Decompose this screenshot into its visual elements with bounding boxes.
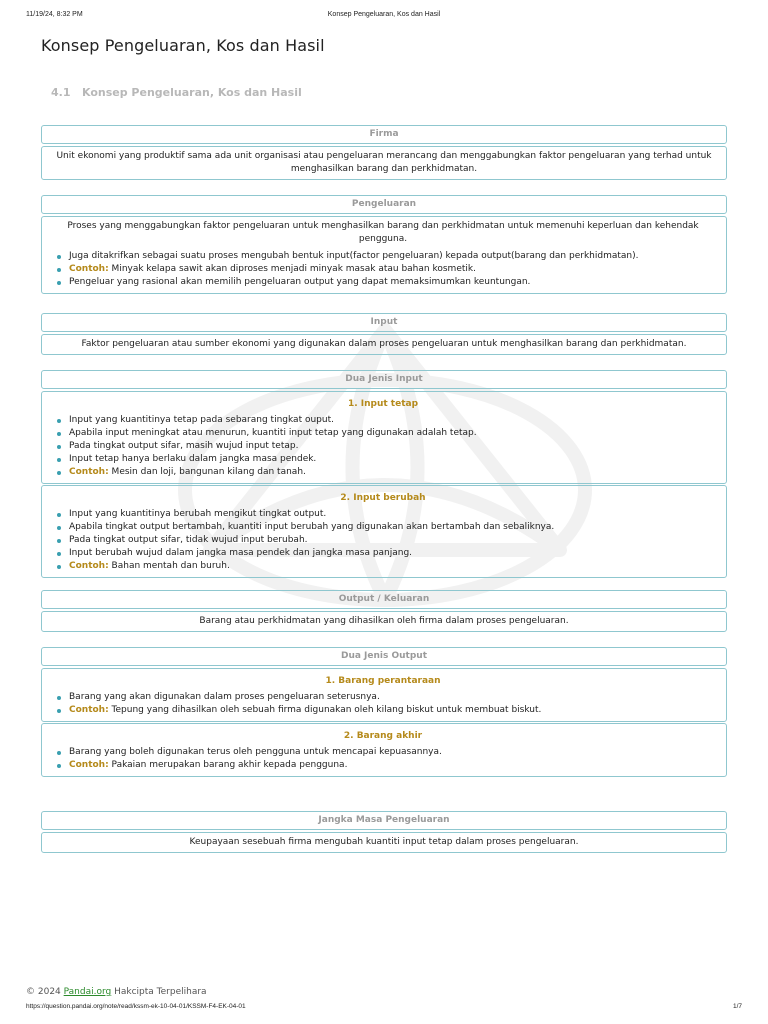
brand-link[interactable]: Pandai.org [63, 987, 112, 997]
contoh-label: Contoh: [69, 760, 109, 770]
list-item: Apabila input meningkat atau menurun, kuantiti input tetap yang digunakan adalah tetap. [54, 427, 720, 440]
page-title: Konsep Pengeluaran, Kos dan Hasil [41, 36, 325, 55]
firma-card [41, 125, 727, 180]
contoh-text: Mesin dan loji, bangunan kilang dan tanah. [108, 467, 306, 477]
contoh-label: Contoh: [69, 561, 109, 571]
pengeluaran-card [41, 195, 727, 294]
dua-jenis-input-card [41, 370, 727, 578]
pengeluaran-definition: Proses yang menggabungkan faktor pengeluaran untuk menghasilkan barang dan perkhidmatan untuk memenuhi keperluan dan kehendak pengguna. [67, 221, 699, 244]
pengeluaran-body [41, 216, 727, 294]
barang-akhir-list [46, 746, 720, 772]
input-definition: Faktor pengeluaran atau sumber ekonomi yang digunakan dalam proses pengeluaran untuk menghasilkan barang dan perkhidmatan. [41, 334, 727, 355]
dua-jenis-output-heading: Dua Jenis Output [41, 647, 727, 666]
barang-perantaraan-title: 1. Barang perantaraan [325, 676, 441, 686]
input-berubah-list [46, 508, 720, 573]
input-heading: Input [41, 313, 727, 332]
barang-perantaraan-panel [41, 668, 727, 722]
list-item: Input berubah wujud dalam jangka masa pendek dan jangka masa panjang. [54, 547, 720, 560]
input-tetap-panel [41, 391, 727, 484]
dua-jenis-output-card [41, 647, 727, 777]
contoh-label: Contoh: [69, 467, 109, 477]
print-datetime: 11/19/24, 8:32 PM [26, 11, 83, 18]
list-item: Apabila tingkat output bertambah, kuantiti input berubah yang digunakan akan bertambah dan sebaliknya. [54, 521, 720, 534]
section-heading [51, 86, 302, 99]
barang-akhir-title: 2. Barang akhir [343, 731, 423, 741]
print-title: Konsep Pengeluaran, Kos dan Hasil [327, 11, 441, 18]
copyright-prefix: © 2024 [26, 987, 64, 997]
input-tetap-list [46, 414, 720, 479]
list-item: Juga ditakrifkan sebagai suatu proses mengubah bentuk input(factor pengeluaran) kepada output(barang dan perkhidmatan). [54, 250, 720, 263]
barang-akhir-panel [41, 723, 727, 777]
output-heading: Output / Keluaran [41, 590, 727, 609]
list-item [54, 759, 720, 772]
list-item [54, 560, 720, 573]
input-berubah-panel [41, 485, 727, 578]
contoh-text: Minyak kelapa sawit akan diproses menjadi minyak masak atau bahan kosmetik. [108, 264, 476, 274]
list-item: Input yang kuantitinya berubah mengikut tingkat output. [54, 508, 720, 521]
list-item: Input tetap hanya berlaku dalam jangka masa pendek. [54, 453, 720, 466]
list-item: Pada tingkat output sifar, tidak wujud input berubah. [54, 534, 720, 547]
print-header [26, 11, 742, 23]
input-card [41, 313, 727, 355]
list-item: Barang yang boleh digunakan terus oleh pengguna untuk mencapai kepuasannya. [54, 746, 720, 759]
section-number: 4.1 [51, 86, 71, 99]
contoh-label: Contoh: [69, 705, 109, 715]
pengeluaran-heading: Pengeluaran [41, 195, 727, 214]
pengeluaran-list [46, 250, 720, 289]
list-item [54, 466, 720, 479]
page-number: 1/7 [732, 1003, 742, 1010]
output-definition: Barang atau perkhidmatan yang dihasilkan oleh firma dalam proses pengeluaran. [41, 611, 727, 632]
list-item: Pengeluar yang rasional akan memilih pengeluaran output yang dapat memaksimumkan keuntungan. [54, 276, 720, 289]
list-item: Input yang kuantitinya tetap pada sebarang tingkat ouput. [54, 414, 720, 427]
output-card [41, 590, 727, 632]
list-item [54, 263, 720, 276]
list-item [54, 704, 720, 717]
contoh-text: Bahan mentah dan buruh. [108, 561, 230, 571]
input-berubah-title: 2. Input berubah [340, 493, 426, 503]
jangka-masa-card [41, 811, 727, 853]
firma-definition: Unit ekonomi yang produktif sama ada unit organisasi atau pengeluaran merancang dan menggabungkan faktor pengeluaran yang terhad untuk menghasilkan barang dan perkhidmatan. [41, 146, 727, 180]
list-item: Barang yang akan digunakan dalam proses pengeluaran seterusnya. [54, 691, 720, 704]
section-title: Konsep Pengeluaran, Kos dan Hasil [82, 86, 302, 99]
print-url: https://question.pandai.org/note/read/kssm-ek-10-04-01/KSSM-F4-EK-04-01 [26, 1003, 246, 1010]
copyright-suffix: Hakcipta Terpelihara [111, 987, 207, 997]
jangka-masa-heading: Jangka Masa Pengeluaran [41, 811, 727, 830]
barang-perantaraan-list [46, 691, 720, 717]
contoh-text: Tepung yang dihasilkan oleh sebuah firma digunakan oleh kilang biskut untuk membuat biskut. [108, 705, 542, 715]
footer-copyright [26, 987, 207, 997]
list-item: Pada tingkat output sifar, masih wujud input tetap. [54, 440, 720, 453]
contoh-text: Pakaian merupakan barang akhir kepada pengguna. [108, 760, 348, 770]
dua-jenis-input-heading: Dua Jenis Input [41, 370, 727, 389]
contoh-label: Contoh: [69, 264, 109, 274]
firma-heading: Firma [41, 125, 727, 144]
jangka-masa-definition: Keupayaan sesebuah firma mengubah kuantiti input tetap dalam proses pengeluaran. [41, 832, 727, 853]
input-tetap-title: 1. Input tetap [347, 399, 419, 409]
